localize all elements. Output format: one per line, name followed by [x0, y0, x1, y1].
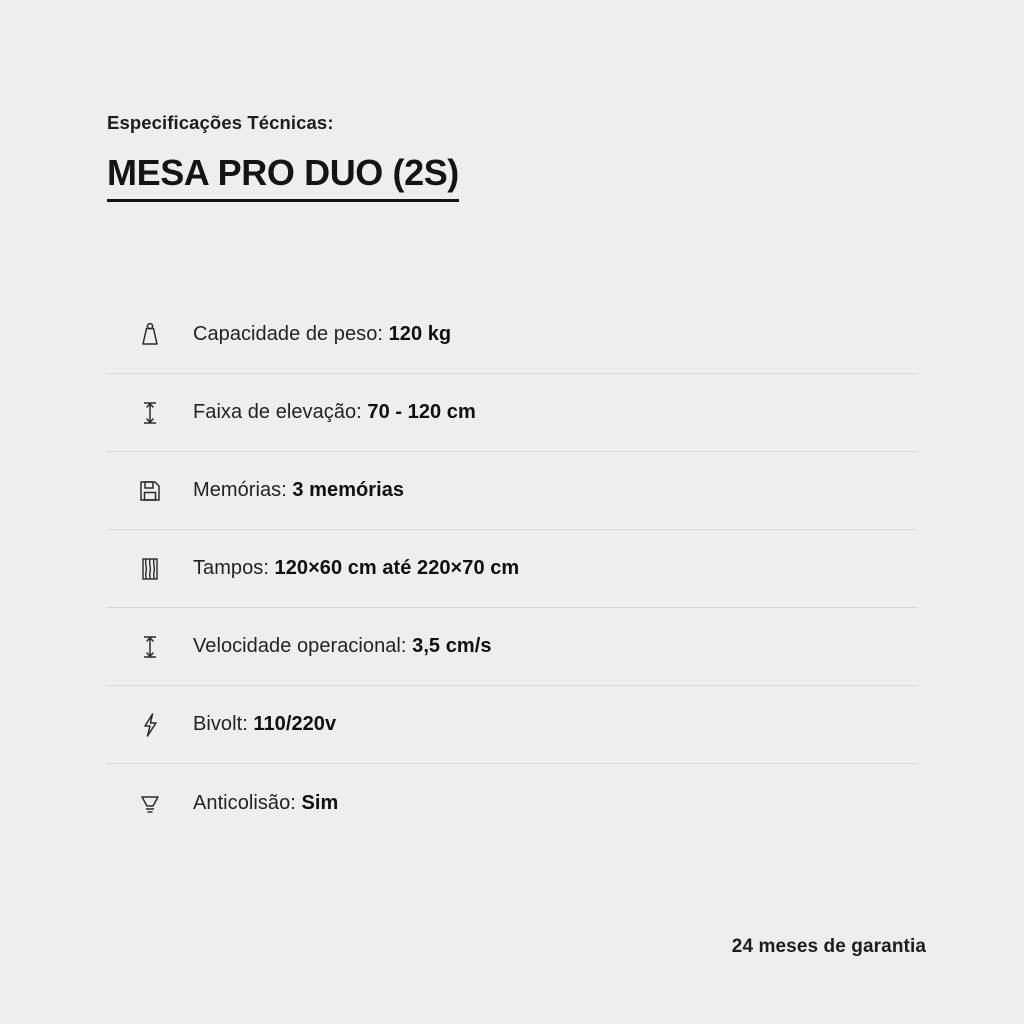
wood-top-icon [107, 552, 193, 586]
spec-label: Faixa de elevação: [193, 401, 368, 423]
eyebrow-label: Especificações Técnicas: [107, 112, 334, 133]
anticollision-icon [107, 786, 193, 820]
spec-value: 120×60 cm até 220×70 cm [274, 557, 520, 579]
spec-value: 70 - 120 cm [367, 401, 476, 423]
spec-value: 120 kg [388, 323, 452, 345]
spec-text [193, 713, 336, 736]
weight-icon [107, 318, 193, 352]
spec-value: 3,5 cm/s [412, 635, 492, 657]
spec-text [193, 792, 338, 815]
spec-value: 3 memórias [292, 479, 405, 501]
spec-text [193, 401, 476, 424]
spec-label: Memórias: [193, 479, 293, 501]
speed-icon [107, 630, 193, 664]
warranty-label: 24 meses de garantia [731, 936, 926, 957]
spec-label: Anticolisão: [193, 791, 302, 814]
spec-value: Sim [301, 791, 339, 814]
spec-label: Velocidade operacional: [193, 635, 413, 657]
height-range-icon [107, 396, 193, 430]
spec-row [107, 530, 917, 608]
memory-save-icon [107, 474, 193, 508]
spec-text [193, 635, 492, 658]
spec-list [107, 296, 917, 842]
spec-value: 110/220v [253, 713, 337, 735]
spec-row [107, 374, 917, 452]
spec-row [107, 608, 917, 686]
spec-text [193, 323, 451, 346]
spec-row [107, 686, 917, 764]
spec-label: Bivolt: [193, 713, 254, 735]
spec-row [107, 764, 917, 842]
bolt-icon [107, 708, 193, 742]
spec-text [193, 479, 404, 502]
spec-row [107, 296, 917, 374]
header [107, 112, 927, 202]
page-title: MESA PRO DUO (2S) [107, 152, 459, 201]
spec-text [193, 557, 519, 580]
spec-row [107, 452, 917, 530]
spec-label: Tampos: [193, 557, 275, 579]
spec-label: Capacidade de peso: [193, 323, 389, 345]
